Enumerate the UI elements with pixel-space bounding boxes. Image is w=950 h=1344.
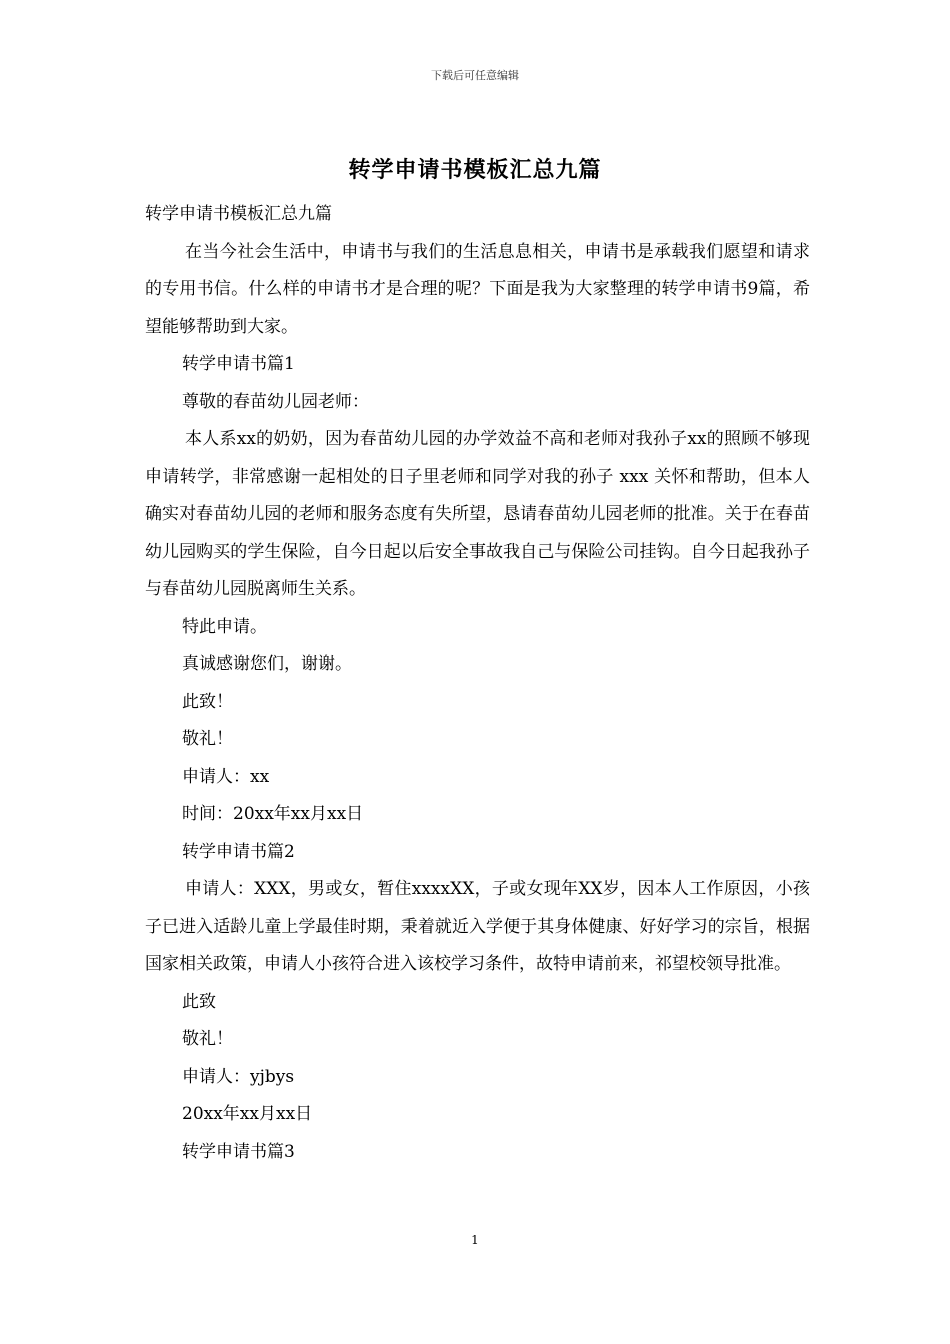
letter2-heading: 转学申请书篇2 (182, 841, 295, 862)
page-header: 下载后可任意编辑 (431, 69, 519, 82)
letter2-close2: 敬礼！ (182, 1029, 233, 1049)
letter1-date: 时间：20xx年xx月xx日 (182, 804, 364, 824)
letter1-applicant: 申请人：xx (182, 766, 270, 787)
document-title: 转学申请书模板汇总九篇 (348, 157, 602, 183)
letter1-heading: 转学申请书篇1 (182, 354, 295, 374)
letter2-date: 20xx年xx月xx日 (182, 1104, 313, 1124)
intro-paragraph: 在当今社会生活中，申请书与我们的生活息息相关，申请书是承载我们愿望和请求的专用书信。什么样的申请书才是合理的呢？下面是我为大家整理的转学申请书9篇，希望能够帮助到大家。 (145, 241, 810, 337)
document-body (145, 196, 810, 1171)
letter1-thanks: 真诚感谢您们，谢谢。 (182, 654, 352, 674)
letter1-special: 特此申请。 (182, 616, 267, 637)
letter1-body: 本人系xx的奶奶，因为春苗幼儿园的办学效益不高和老师对我孙子xx的照顾不够现申请转学，非常感谢一起相处的日子里老师和同学对我的孙子 xxx 关怀和帮助，但本人确实对春苗幼儿园的老师和服务态度有失所望，恳请春苗幼儿园老师的批准。关于在春苗幼儿园购买的学生保险，自今日起以后安全事故我自己与保险公司挂钩。自今日起我孙子与春苗幼儿园脱离师生关系。 (145, 429, 810, 599)
letter1-close2: 敬礼！ (182, 729, 233, 749)
letter3-heading: 转学申请书篇3 (182, 1141, 295, 1162)
letter2-close1: 此致 (182, 991, 216, 1012)
letter1-salutation: 尊敬的春苗幼儿园老师： (182, 391, 369, 412)
letter2-applicant: 申请人：yjbys (182, 1066, 295, 1087)
letter2-body: 申请人：XXX，男或女，暂住xxxxXX，子或女现年XX岁，因本人工作原因，小孩子已进入适龄儿童上学最佳时期，秉着就近入学便于其身体健康、好好学习的宗旨，根据国家相关政策，申请人小孩符合进入该校学习条件，故特申请前来，祁望校领导批准。 (145, 879, 810, 974)
subtitle: 转学申请书模板汇总九篇 (145, 204, 332, 224)
page-number: 1 (471, 1233, 479, 1247)
letter1-close1: 此致！ (182, 691, 233, 712)
